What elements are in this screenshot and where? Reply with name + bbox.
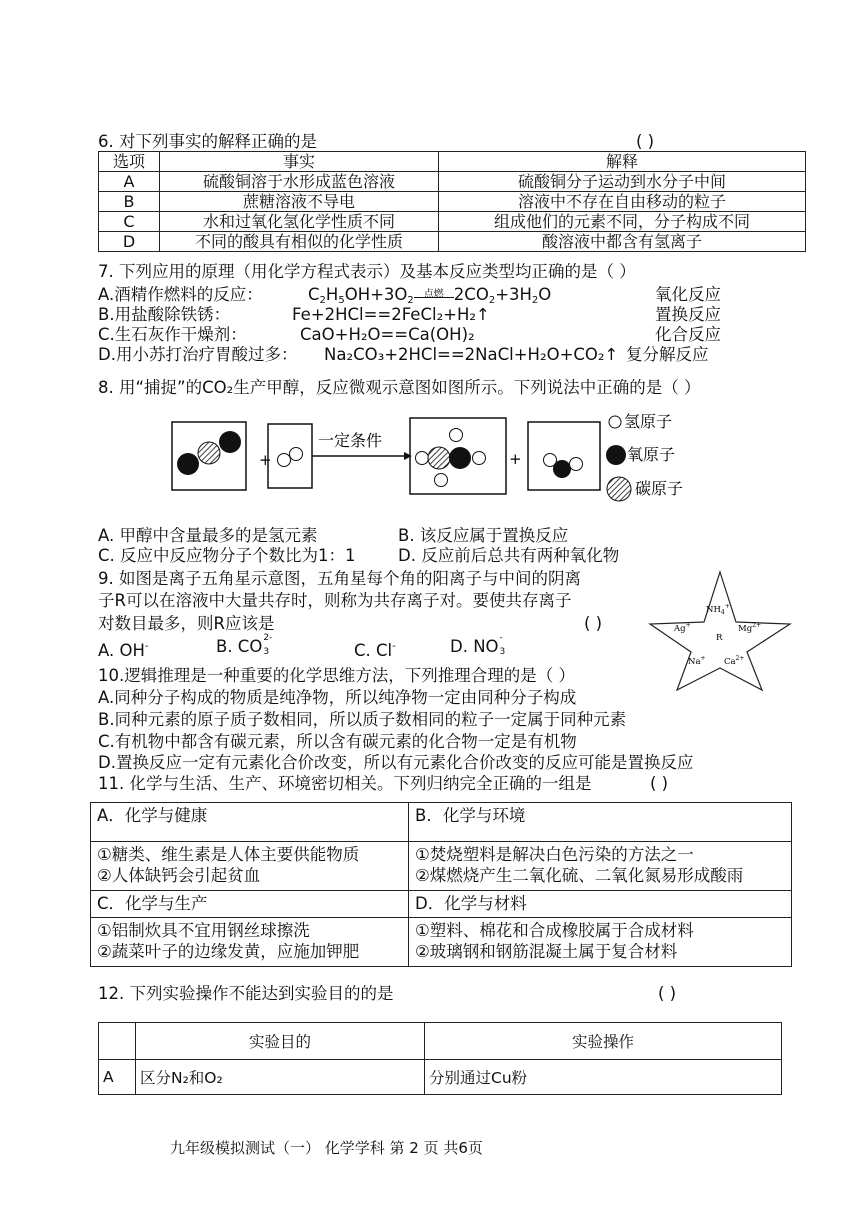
cell-c-content [91, 918, 409, 967]
header-cell: 解释 [439, 152, 806, 172]
q9-line-2: 子R可以在溶液中大量共存时，则称为共存离子对。要使共存离子 [98, 591, 572, 610]
star-ion-right: $Mg^{2+}$ [738, 622, 762, 634]
oxygen-atom [553, 460, 571, 478]
legend-carbon-icon [607, 477, 631, 501]
q11-stem: 11. 化学与生活、生产、环境密切相关。下列归纳完全正确的一组是 [98, 774, 592, 793]
table-cell: 分别通过Cu粉 [425, 1060, 782, 1095]
table-cell: 硫酸铜分子运动到水分子中间 [439, 172, 806, 192]
oxygen-atom [449, 447, 471, 469]
cell-b-content [409, 842, 792, 891]
table-cell: A [99, 172, 160, 192]
table-cell: D [99, 232, 160, 252]
table-row [99, 172, 806, 192]
q9-option-a: A. OH- [98, 641, 149, 660]
header-cell: 实验操作 [425, 1023, 782, 1060]
q8-option-d: D. 反应前后总共有两种氧化物 [398, 546, 620, 565]
cell-b-title: B．化学与环境 [409, 803, 792, 842]
q7-option-c-label: C.生石灰作干燥剂： [98, 325, 247, 344]
q9-option-b: B. CO 2- 3 [216, 633, 273, 657]
table-cell: A [99, 1060, 136, 1095]
star-center-r: R [716, 633, 723, 643]
hydrogen-atom [278, 454, 291, 467]
oxygen-atom [219, 431, 241, 453]
cell-a-line-1: ①糖类、维生素是人体主要供能物质 [97, 845, 360, 864]
table-row [99, 192, 806, 212]
table-cell: 溶液中不存在自由移动的粒子 [439, 192, 806, 212]
q7-stem: 7. 下列应用的原理（用化学方程式表示）及基本反应类型均正确的是（ ） [98, 262, 636, 281]
table-header-row [99, 1023, 782, 1060]
q8-option-c: C. 反应中反应物分子个数比为1：1 [98, 546, 356, 565]
star-ion-top: $NH_4^+$ [706, 603, 730, 616]
table-cell: 区分N₂和O₂ [136, 1060, 425, 1095]
cell-a-content [91, 842, 409, 891]
plus-sign: + [259, 451, 272, 469]
table-row [99, 212, 806, 232]
table-cell: 硫酸铜溶于水形成蓝色溶液 [160, 172, 439, 192]
cell-b-line-2: ②煤燃烧产生二氧化硫、二氧化氮易形成酸雨 [415, 866, 744, 885]
hydrogen-atom [473, 452, 486, 465]
cell-d-line-2: ②玻璃钢和钢筋混凝土属于复合材料 [415, 942, 678, 961]
q8-option-a: A. 甲醇中含量最多的是氢元素 [98, 526, 318, 545]
cell-c-title: C．化学与生产 [91, 891, 409, 918]
hydrogen-atom [416, 452, 429, 465]
q12-stem: 12. 下列实验操作不能达到实验目的的是 [98, 984, 394, 1003]
hydrogen-atom [290, 448, 303, 461]
product-box-water [528, 422, 600, 490]
cell-a-line-2: ②人体缺钙会引起贫血 [97, 866, 261, 885]
legend-oxygen-label: 氧原子 [627, 445, 676, 464]
star-ion-bottom-right: $Ca^{2+}$ [724, 655, 745, 667]
q7-option-a-equation: $C_2H_5OH+3O_2$ 点燃 $2CO_2+3H_2O$ [308, 285, 552, 306]
condition-label: 点燃 [423, 289, 444, 300]
legend-carbon-label: 碳原子 [635, 479, 684, 498]
page-footer: 九年级模拟测试（一） 化学学科 第 2 页 共6页 [170, 1139, 483, 1157]
q8-option-b: B. 该反应属于置换反应 [398, 526, 569, 545]
cell-b-line-1: ①焚烧塑料是解决白色污染的方法之一 [415, 845, 694, 864]
table-cell: C [99, 212, 160, 232]
cell-d-line-1: ①塑料、棉花和合成橡胶属于合成材料 [415, 921, 694, 940]
hydrogen-atom [450, 429, 463, 442]
hydrogen-atom [435, 474, 448, 487]
q7-option-d-type: 复分解反应 [626, 345, 709, 364]
q10-option-a: A.同种分子构成的物质是纯净物，所以纯净物一定由同种分子构成 [98, 688, 577, 707]
q7-option-c-type: 化合反应 [655, 325, 721, 344]
q7-option-d-equation: Na₂CO₃+2HCl==2NaCl+H₂O+CO₂↑ [324, 345, 619, 364]
q7-option-d-label: D.用小苏打治疗胃酸过多： [98, 345, 298, 364]
table-cell: 酸溶液中都含有氢离子 [439, 232, 806, 252]
header-cell: 选项 [99, 152, 160, 172]
cell-c-line-2: ②蔬菜叶子的边缘发黄，应施加钾肥 [97, 942, 360, 961]
q7-option-a-type: 氧化反应 [655, 285, 721, 304]
q7-option-b-equation: Fe+2HCl==2FeCl₂+H₂↑ [292, 305, 490, 324]
cell-a-title: A．化学与健康 [91, 803, 409, 842]
ion-star-diagram [644, 566, 796, 694]
star-outline [650, 572, 790, 690]
q10-stem: 10.逻辑推理是一种重要的化学思维方法，下列推理合理的是（ ） [98, 666, 575, 685]
cell-c-line-1: ①铝制炊具不宜用钢丝球擦洗 [97, 921, 310, 940]
header-cell: 实验目的 [136, 1023, 425, 1060]
q12-table [98, 1022, 782, 1095]
q6-table [98, 151, 806, 252]
star-ion-left: Ag+ [674, 622, 691, 634]
header-cell: 事实 [160, 152, 439, 172]
q11-table [90, 802, 792, 967]
q7-option-b-type: 置换反应 [655, 305, 721, 324]
q7-option-c-equation: CaO+H₂O==Ca(OH)₂ [300, 325, 475, 344]
hydrogen-atom [570, 458, 583, 471]
q10-option-d: D.置换反应一定有元素化合价改变，所以有元素化合价改变的反应可能是置换反应 [98, 753, 694, 772]
legend-hydrogen-label: 氢原子 [624, 412, 673, 431]
q9-line-1: 9. 如图是离子五角星示意图，五角星每个角的阳离子与中间的阴离 [98, 569, 581, 588]
q11-answer-paren: ( ) [650, 774, 669, 793]
cell-d-content [409, 918, 792, 967]
carbon-atom [198, 442, 220, 464]
table-cell: 组成他们的元素不同，分子构成不同 [439, 212, 806, 232]
table-cell: 蔗糖溶液不导电 [160, 192, 439, 212]
q10-option-b: B.同种元素的原子质子数相同，所以质子数相同的粒子一定属于同种元素 [98, 710, 627, 729]
q7-option-b-label: B.用盐酸除铁锈： [98, 305, 231, 324]
table-cell: 水和过氧化氢化学性质不同 [160, 212, 439, 232]
q9-answer-paren: ( ) [584, 614, 603, 633]
plus-sign: + [509, 450, 522, 468]
cell-d-title: D．化学与材料 [409, 891, 792, 918]
table-cell: B [99, 192, 160, 212]
table-cell: 不同的酸具有相似的化学性质 [160, 232, 439, 252]
table-row [99, 232, 806, 252]
q9-option-c: C. Cl- [354, 641, 396, 660]
arrow-head-icon [404, 452, 412, 460]
carbon-atom [428, 447, 450, 469]
q10-option-c: C.有机物中都含有碳元素，所以含有碳元素的化合物一定是有机物 [98, 732, 577, 751]
star-ion-bottom-left: Na+ [688, 655, 706, 667]
legend-hydrogen-icon [609, 416, 621, 428]
reaction-diagram [160, 400, 720, 505]
oxygen-atom [177, 453, 199, 475]
reaction-condition: 一定条件 [318, 431, 383, 450]
q7-option-a-label: A.酒精作燃料的反应： [98, 285, 263, 304]
q9-line-3: 对数目最多，则R应该是 [98, 614, 275, 633]
q6-answer-paren: ( ) [636, 132, 655, 151]
q8-stem: 8. 用“捕捉”的CO₂生产甲醇，反应微观示意图如图所示。下列说法中正确的是（ ） [98, 378, 701, 397]
table-row [99, 1060, 782, 1095]
q12-answer-paren: ( ) [658, 984, 677, 1003]
q6-stem: 6. 对下列事实的解释正确的是 [98, 132, 317, 151]
header-cell [99, 1023, 136, 1060]
table-header-row [99, 152, 806, 172]
q9-option-d: D. NO - 3 [450, 633, 506, 657]
legend-oxygen-icon [606, 445, 626, 465]
